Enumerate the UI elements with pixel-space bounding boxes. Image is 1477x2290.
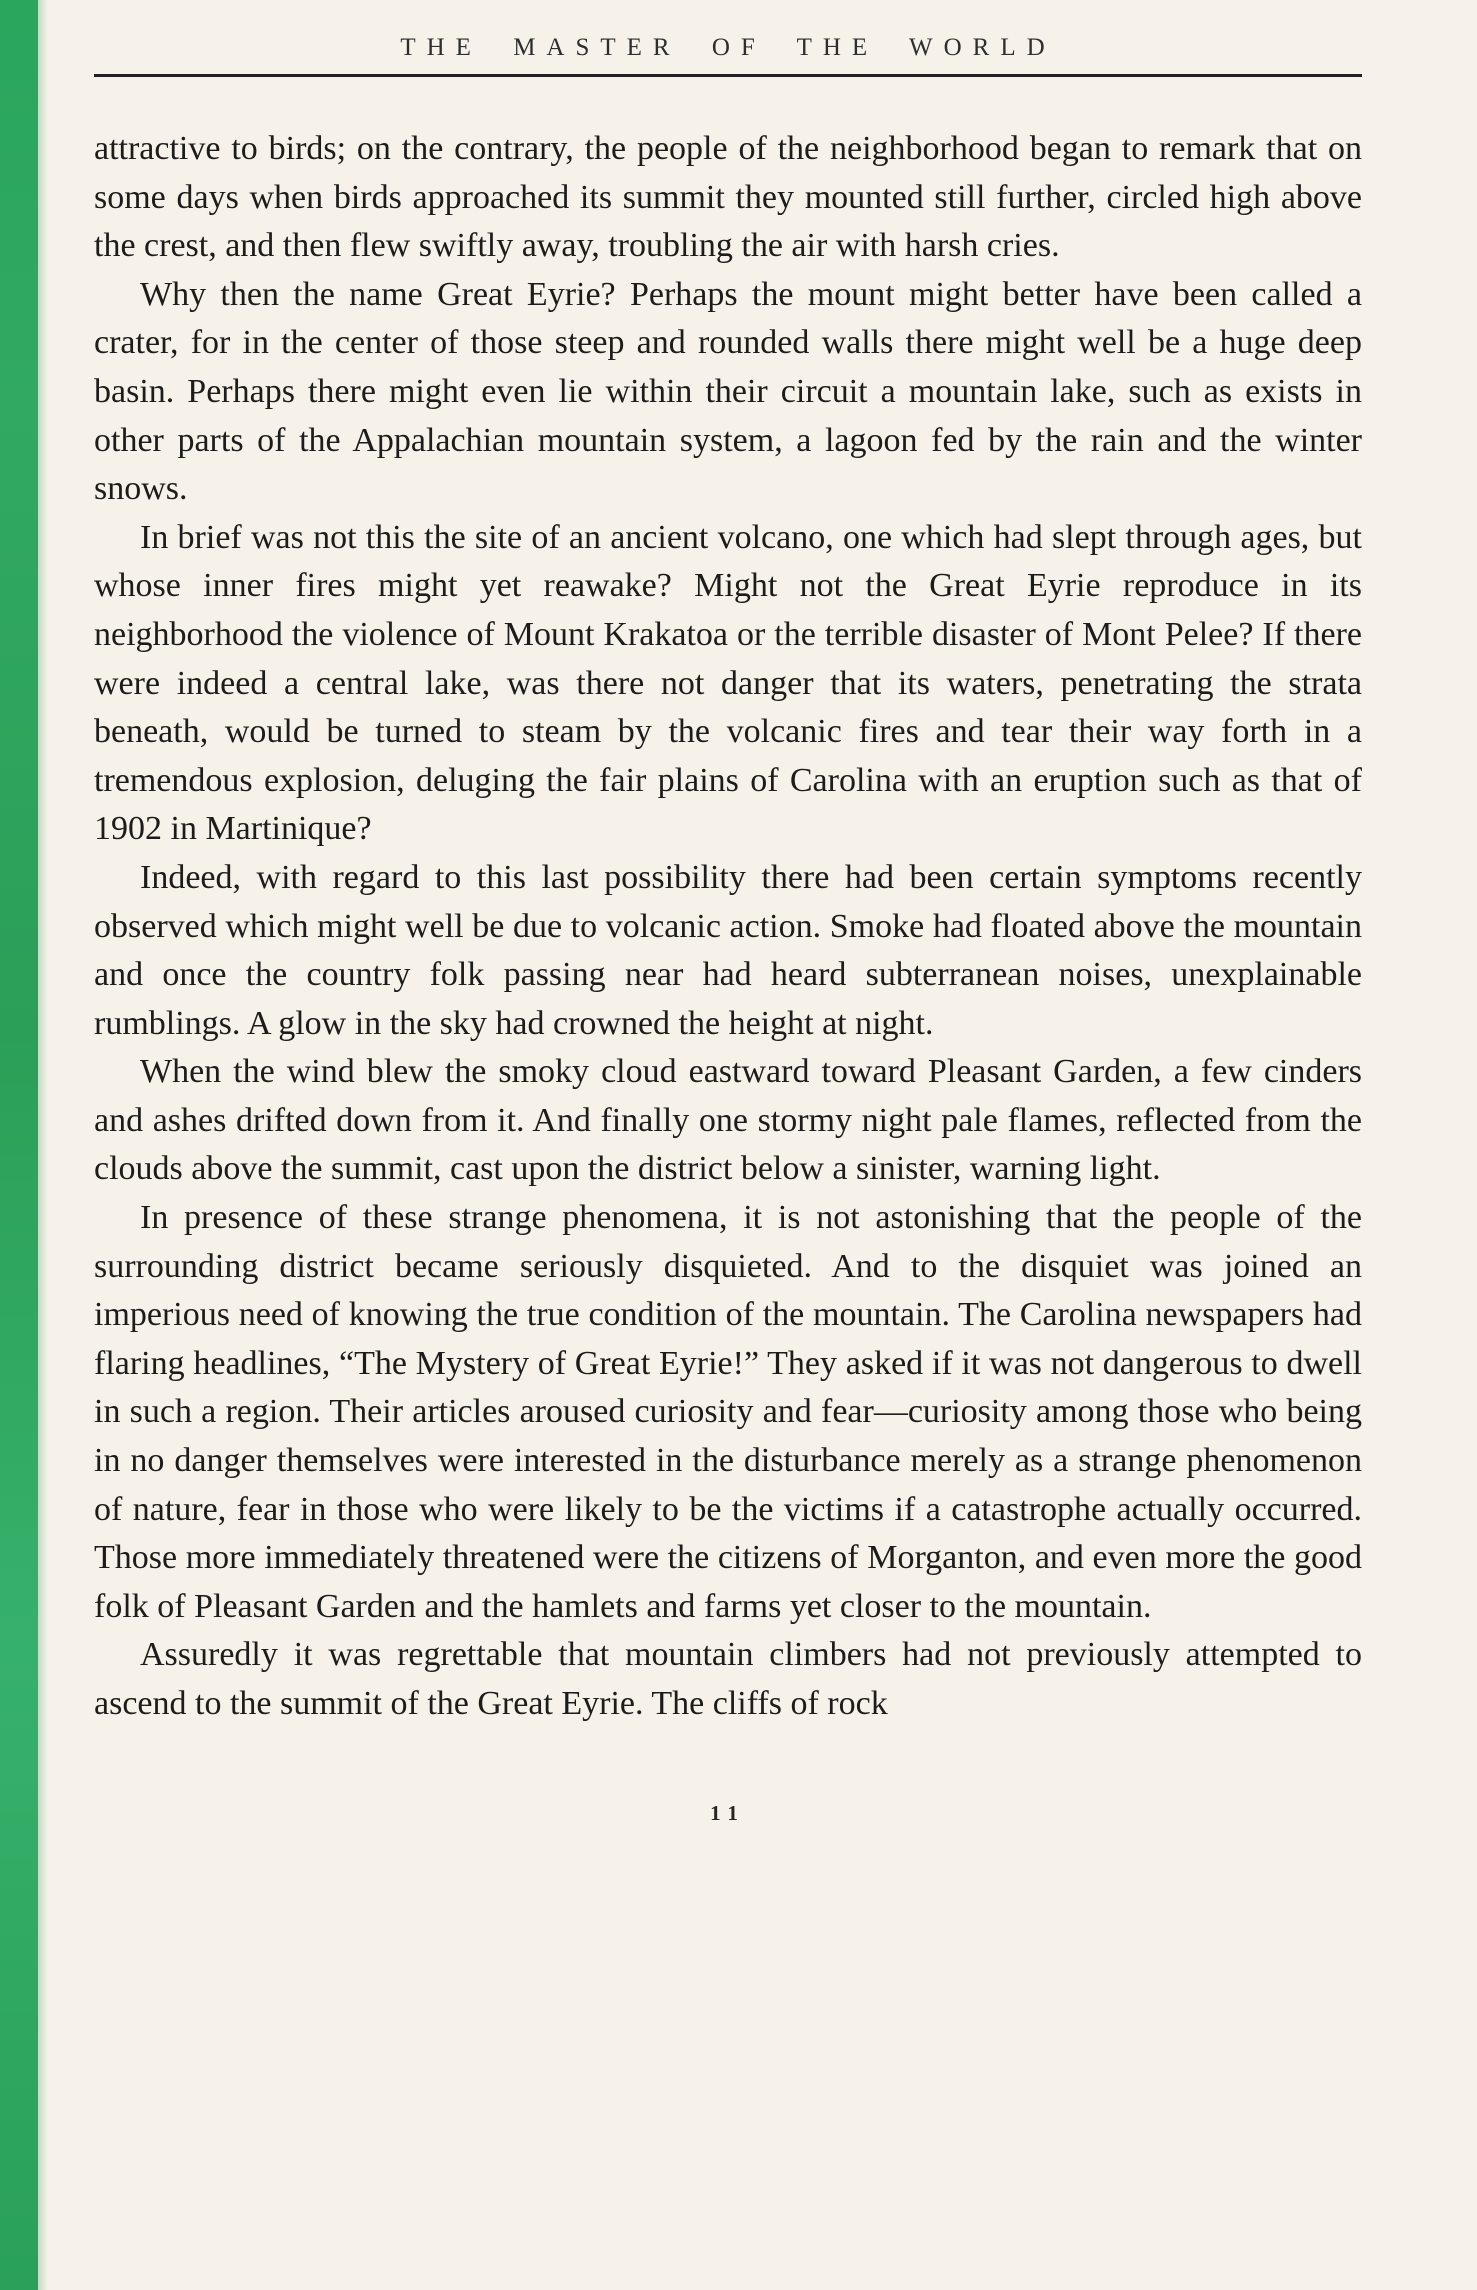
header-rule <box>94 74 1362 77</box>
scan-edge-strip <box>0 0 38 2290</box>
paragraph-6: In presence of these strange phenomena, it is not astonishing that the people of the surrounding district became seriously disquieted. And to the disquiet was joined an imperious need of knowing the true condition of the mountain. The Carolina newspapers had flaring headlines, “The Mystery of Great Eyrie!” They asked if it was not dangerous to dwell in such a region. Their articles aroused curiosity and fear—curiosity among those who being in no danger themselves were interested in the disturbance merely as a strange phenomenon of nature, fear in those who were likely to be the victims if a catastrophe actually occurred. Those more immediately threatened were the citizens of Morganton, and even more the good folk of Pleasant Garden and the hamlets and farms yet closer to the mountain. <box>94 1199 1362 1625</box>
book-page <box>94 34 1362 1826</box>
scan-edge-shadow <box>38 0 48 2290</box>
page-number: 11 <box>710 1800 746 1825</box>
running-header-title: THE MASTER OF THE WORLD <box>400 34 1056 61</box>
paragraph-5: When the wind blew the smoky cloud eastward toward Pleasant Garden, a few cinders and ashes drifted down from it. And finally one stormy night pale flames, reflected from the clouds above the summit, cast upon the district below a sinister, warning light. <box>94 1053 1362 1188</box>
paragraph-4: Indeed, with regard to this last possibility there had been certain symptoms recently observed which might well be due to volcanic action. Smoke had floated above the mountain and once the country folk passing near had heard subterranean noises, unexplainable rumblings. A glow in the sky had crowned the height at night. <box>94 858 1362 1042</box>
paragraph-7: Assuredly it was regrettable that mountain climbers had not previously attempted to ascend to the summit of the Great Eyrie. The cliffs of rock <box>94 1636 1362 1722</box>
page-body <box>94 125 1362 1729</box>
paragraph-1: attractive to birds; on the contrary, the people of the neighborhood began to remark that on some days when birds approached its summit they mounted still further, circled high above the crest, and then flew swiftly away, troubling the air with harsh cries. <box>94 130 1362 265</box>
paragraph-3: In brief was not this the site of an ancient volcano, one which had slept through ages, but whose inner fires might yet reawake? Might not the Great Eyrie reproduce in its neighborhood the violence of Mount Krakatoa or the terrible disaster of Mont Pelee? If there were indeed a central lake, was there not danger that its waters, penetrating the strata beneath, would be turned to steam by the volcanic fires and tear their way forth in a tremendous explosion, deluging the fair plains of Carolina with an eruption such as that of 1902 in Martinique? <box>94 518 1362 848</box>
paragraph-2: Why then the name Great Eyrie? Perhaps the mount might better have been called a crater, for in the center of those steep and rounded walls there might well be a huge deep basin. Perhaps there might even lie within their circuit a mountain lake, such as exists in other parts of the Appalachian mountain system, a lagoon fed by the rain and the winter snows. <box>94 275 1362 508</box>
